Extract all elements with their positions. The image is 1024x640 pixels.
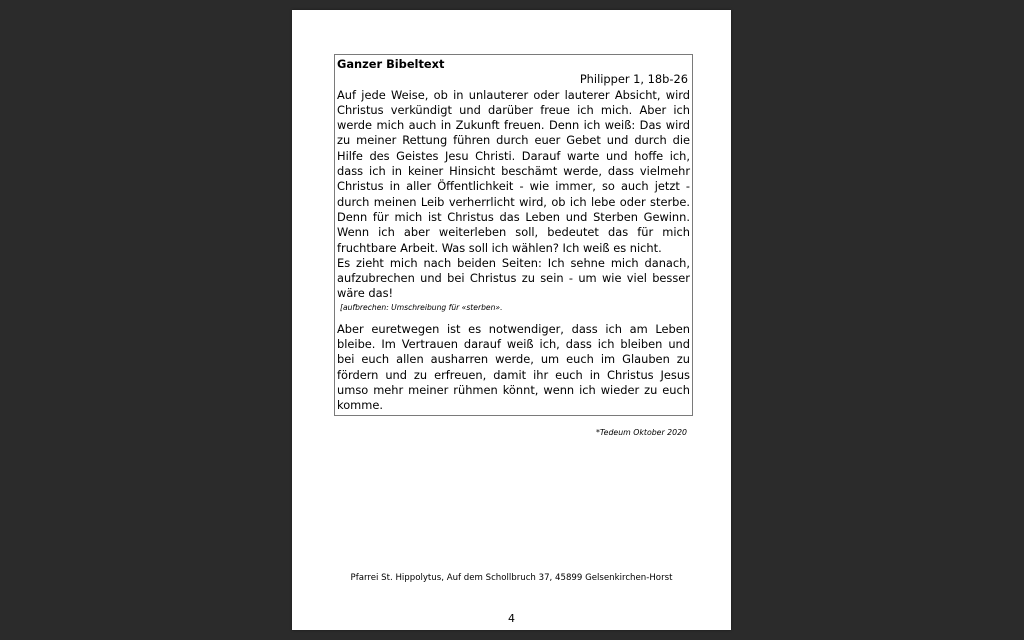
bible-paragraph-2: Es zieht mich nach beiden Seiten: Ich sehne mich danach, aufzubrechen und bei Christus zu sein - um wie viel besser wäre das! [337, 255, 690, 301]
page-number: 4 [508, 612, 515, 625]
bible-paragraph-1: Auf jede Weise, ob in unlauterer oder lauterer Absicht, wird Christus verkündigt und darüber freue ich mich. Aber ich werde mich auch in Zukunft freuen. Denn ich weiß: Das wird zu meiner Rettung führen durch euer Gebet und durch die Hilfe des Geistes Jesu Christi. Darauf warte und hoffe ich, dass ich in keiner Hinsicht beschämt werde, dass vielmehr Christus in aller Öffentlichkeit - wie immer, so auch jetzt - durch meinen Leib verherrlicht wird, ob ich lebe oder sterbe. Denn für mich ist Christus das Leben und Sterben Gewinn. Wenn ich aber weiterleben soll, bedeutet das für mich fruchtbare Arbeit. Was soll ich wählen? Ich weiß es nicht. [337, 87, 690, 255]
document-page [292, 10, 731, 630]
page-footer: Pfarrei St. Hippolytus, Auf dem Schollbruch 37, 45899 Gelsenkirchen-Horst [350, 573, 673, 583]
source-citation: *Tedeum Oktober 2020 [595, 428, 687, 437]
box-title: Ganzer Bibeltext [337, 57, 445, 71]
bible-paragraph-3: Aber euretwegen ist es notwendiger, dass ich am Leben bleibe. Im Vertrauen darauf weiß ich, dass ich bleiben und bei euch allen ausharren werde, um euch im Glauben zu fördern und zu erfreuen, damit ihr euch in Christus Jesus umso mehr meiner rühmen könnt, wenn ich wieder zu euch komme. [337, 321, 690, 413]
footnote: [aufbrechen: Umschreibung für «sterben». [340, 302, 503, 312]
scripture-reference: Philipper 1, 18b-26 [579, 72, 688, 87]
bible-text-box [334, 54, 693, 416]
